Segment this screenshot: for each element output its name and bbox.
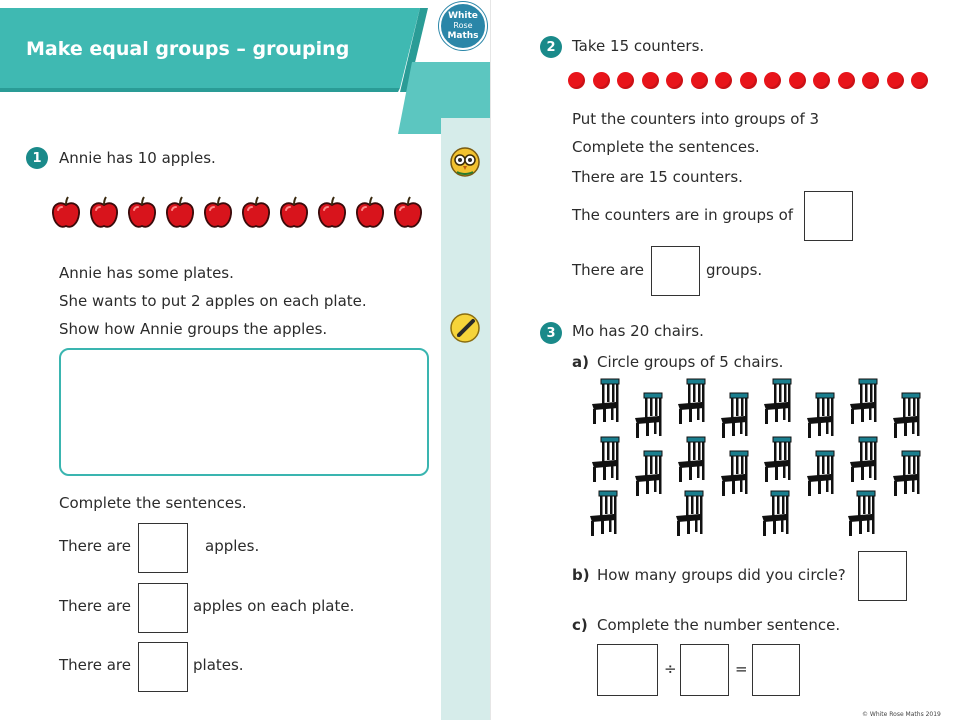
q3-c-label: c)	[572, 616, 588, 634]
question-3-badge: 3	[540, 322, 562, 344]
counter-dot	[764, 72, 781, 89]
apple-icon	[50, 196, 82, 230]
counter-dot	[715, 72, 732, 89]
q3-a-text: Circle groups of 5 chairs.	[597, 353, 784, 371]
q2-line-3: There are 15 counters.	[572, 168, 743, 186]
q3-b-text: How many groups did you circle?	[597, 566, 846, 584]
q1-sentence-3-end: plates.	[193, 656, 244, 674]
q1-line-2: She wants to put 2 apples on each plate.	[59, 292, 367, 310]
apple-icon	[392, 196, 424, 230]
counter-dot	[740, 72, 757, 89]
chair-icon	[589, 378, 621, 426]
q3-intro: Mo has 20 chairs.	[572, 322, 704, 340]
counter-dot	[593, 72, 610, 89]
q2-line-1: Put the counters into groups of 3	[572, 110, 820, 128]
q3-quotient-box[interactable]	[752, 644, 800, 696]
chair-icon	[718, 392, 750, 440]
counter-dot	[887, 72, 904, 89]
q3-dividend-box[interactable]	[597, 644, 658, 696]
q1-sentence-2-start: There are	[59, 597, 131, 615]
apple-icon	[316, 196, 348, 230]
white-rose-maths-logo	[439, 2, 487, 50]
chair-icon	[587, 490, 619, 538]
header-banner	[0, 0, 500, 140]
logo-text-3: Maths	[447, 31, 479, 41]
counter-dot	[666, 72, 683, 89]
q1-complete-label: Complete the sentences.	[59, 494, 247, 512]
apple-icon	[164, 196, 196, 230]
divide-sign: ÷	[664, 660, 677, 678]
apple-icon	[88, 196, 120, 230]
apple-icon	[126, 196, 158, 230]
q3-a-label: a)	[572, 353, 589, 371]
apple-icon	[202, 196, 234, 230]
q3-b-label: b)	[572, 566, 590, 584]
counter-dot	[813, 72, 830, 89]
question-1-badge: 1	[26, 147, 48, 169]
counter-dot	[911, 72, 928, 89]
q1-sentence-1-end: apples.	[205, 537, 260, 555]
counter-dot	[691, 72, 708, 89]
chair-icon	[759, 490, 791, 538]
chair-icon	[804, 450, 836, 498]
chair-icon	[847, 378, 879, 426]
q2-sentence-2-start: There are	[572, 261, 644, 279]
counter-dot	[617, 72, 634, 89]
pencil-icon	[449, 312, 481, 344]
counter-row	[568, 72, 948, 92]
q1-per-plate-answer-box[interactable]	[138, 583, 188, 633]
chair-icon	[675, 436, 707, 484]
q2-line-2: Complete the sentences.	[572, 138, 760, 156]
apple-icon	[354, 196, 386, 230]
chair-icon	[890, 450, 922, 498]
logo-text-2: Rose	[453, 21, 473, 30]
chair-icon	[761, 436, 793, 484]
counter-dot	[862, 72, 879, 89]
chair-icon	[589, 436, 621, 484]
question-2-badge: 2	[540, 36, 562, 58]
chair-icon	[673, 490, 705, 538]
q3-groups-answer-box[interactable]	[858, 551, 907, 601]
chair-icon	[718, 450, 750, 498]
logo-text-1: White	[448, 11, 478, 21]
q3-divisor-box[interactable]	[680, 644, 729, 696]
counter-dot	[568, 72, 585, 89]
chair-icon	[845, 490, 877, 538]
q1-drawing-area[interactable]	[59, 348, 429, 476]
q1-line-1: Annie has some plates.	[59, 264, 234, 282]
q2-sentence-2-end: groups.	[706, 261, 763, 279]
margin-strip	[441, 118, 490, 720]
chair-icon	[632, 450, 664, 498]
q1-line-3: Show how Annie groups the apples.	[59, 320, 328, 338]
q2-groups-answer-box[interactable]	[651, 246, 700, 296]
q1-sentence-3-start: There are	[59, 656, 131, 674]
apple-icon	[278, 196, 310, 230]
counter-dot	[642, 72, 659, 89]
q1-plates-answer-box[interactable]	[138, 642, 188, 692]
q2-group-size-answer-box[interactable]	[804, 191, 853, 241]
chair-icon	[675, 378, 707, 426]
q2-sentence-1-start: The counters are in groups of	[572, 206, 794, 224]
q3-c-text: Complete the number sentence.	[597, 616, 841, 634]
page-title: Make equal groups – grouping	[26, 38, 350, 60]
chair-icon	[847, 436, 879, 484]
counter-dot	[789, 72, 806, 89]
chair-icon	[761, 378, 793, 426]
q1-sentence-2-end: apples on each plate.	[193, 597, 355, 615]
q1-intro: Annie has 10 apples.	[59, 149, 216, 167]
owl-icon	[449, 146, 481, 178]
chair-icon	[890, 392, 922, 440]
copyright-footer: © White Rose Maths 2019	[862, 711, 941, 718]
counter-dot	[838, 72, 855, 89]
apple-row	[50, 196, 430, 230]
right-page-edge	[490, 0, 491, 720]
q2-intro: Take 15 counters.	[572, 37, 705, 55]
q1-sentence-1-start: There are	[59, 537, 131, 555]
chair-icon	[804, 392, 836, 440]
q1-apples-answer-box[interactable]	[138, 523, 188, 573]
chairs-area	[585, 376, 925, 546]
chair-icon	[632, 392, 664, 440]
equals-sign: =	[735, 660, 748, 678]
apple-icon	[240, 196, 272, 230]
